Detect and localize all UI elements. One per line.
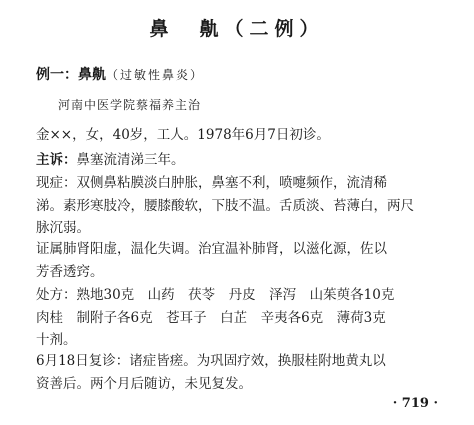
case-heading bbox=[36, 64, 204, 84]
prescription-line-1: 处方：熟地30克 山药 茯苓 丹皮 泽泻 山茱萸各10克 bbox=[36, 287, 395, 303]
case-subtitle: （过敏性鼻炎） bbox=[106, 68, 205, 82]
complaint-line bbox=[36, 149, 446, 172]
diagnosis-paragraph bbox=[36, 238, 446, 283]
symptoms-paragraph bbox=[36, 172, 446, 240]
symptoms-line-3: 脉沉弱。 bbox=[36, 220, 90, 236]
author-line: 河南中医学院蔡福养主治 bbox=[58, 98, 202, 112]
patient-paragraph bbox=[36, 124, 446, 147]
page-number: · 719 · bbox=[392, 396, 438, 411]
page-title: 鼻 鼽（二例） bbox=[149, 18, 325, 40]
diagnosis-line-1: 证属肺肾阳虚，温化失调。治宜温补肺肾，以滋化源，佐以 bbox=[36, 241, 387, 257]
followup-line-2: 资善后。两个月后随访，未见复发。 bbox=[36, 375, 252, 392]
diagnosis-line-2: 芳香透窍。 bbox=[36, 263, 104, 280]
prescription-line-2: 肉桂 制附子各6克 苍耳子 白芷 辛夷各6克 薄荷3克 bbox=[36, 309, 386, 326]
case-label: 例一： bbox=[36, 67, 78, 83]
complaint-label: 主诉： bbox=[36, 152, 77, 168]
patient-line: 金××，女，40岁，工人。1978年6月7日初诊。 bbox=[36, 127, 330, 143]
prescription-line-3: 十剂。 bbox=[36, 332, 77, 348]
complaint-text: 鼻塞流清涕三年。 bbox=[76, 152, 185, 168]
case-name: 鼻鼽 bbox=[78, 67, 106, 83]
symptoms-line-2: 涕。素形寒肢冷，腰膝酸软，下肢不温。舌质淡、苔薄白，两尺 bbox=[36, 197, 414, 214]
followup-line-1: 6月18日复诊：诸症皆瘥。为巩固疗效，换服桂附地黄丸以 bbox=[36, 353, 386, 369]
followup-paragraph bbox=[36, 350, 446, 395]
complaint-paragraph bbox=[36, 149, 446, 172]
symptoms-line-1: 现症：双侧鼻粘膜淡白肿胀，鼻塞不利，喷嚏频作，流清稀 bbox=[36, 175, 387, 191]
prescription-paragraph bbox=[36, 284, 446, 352]
